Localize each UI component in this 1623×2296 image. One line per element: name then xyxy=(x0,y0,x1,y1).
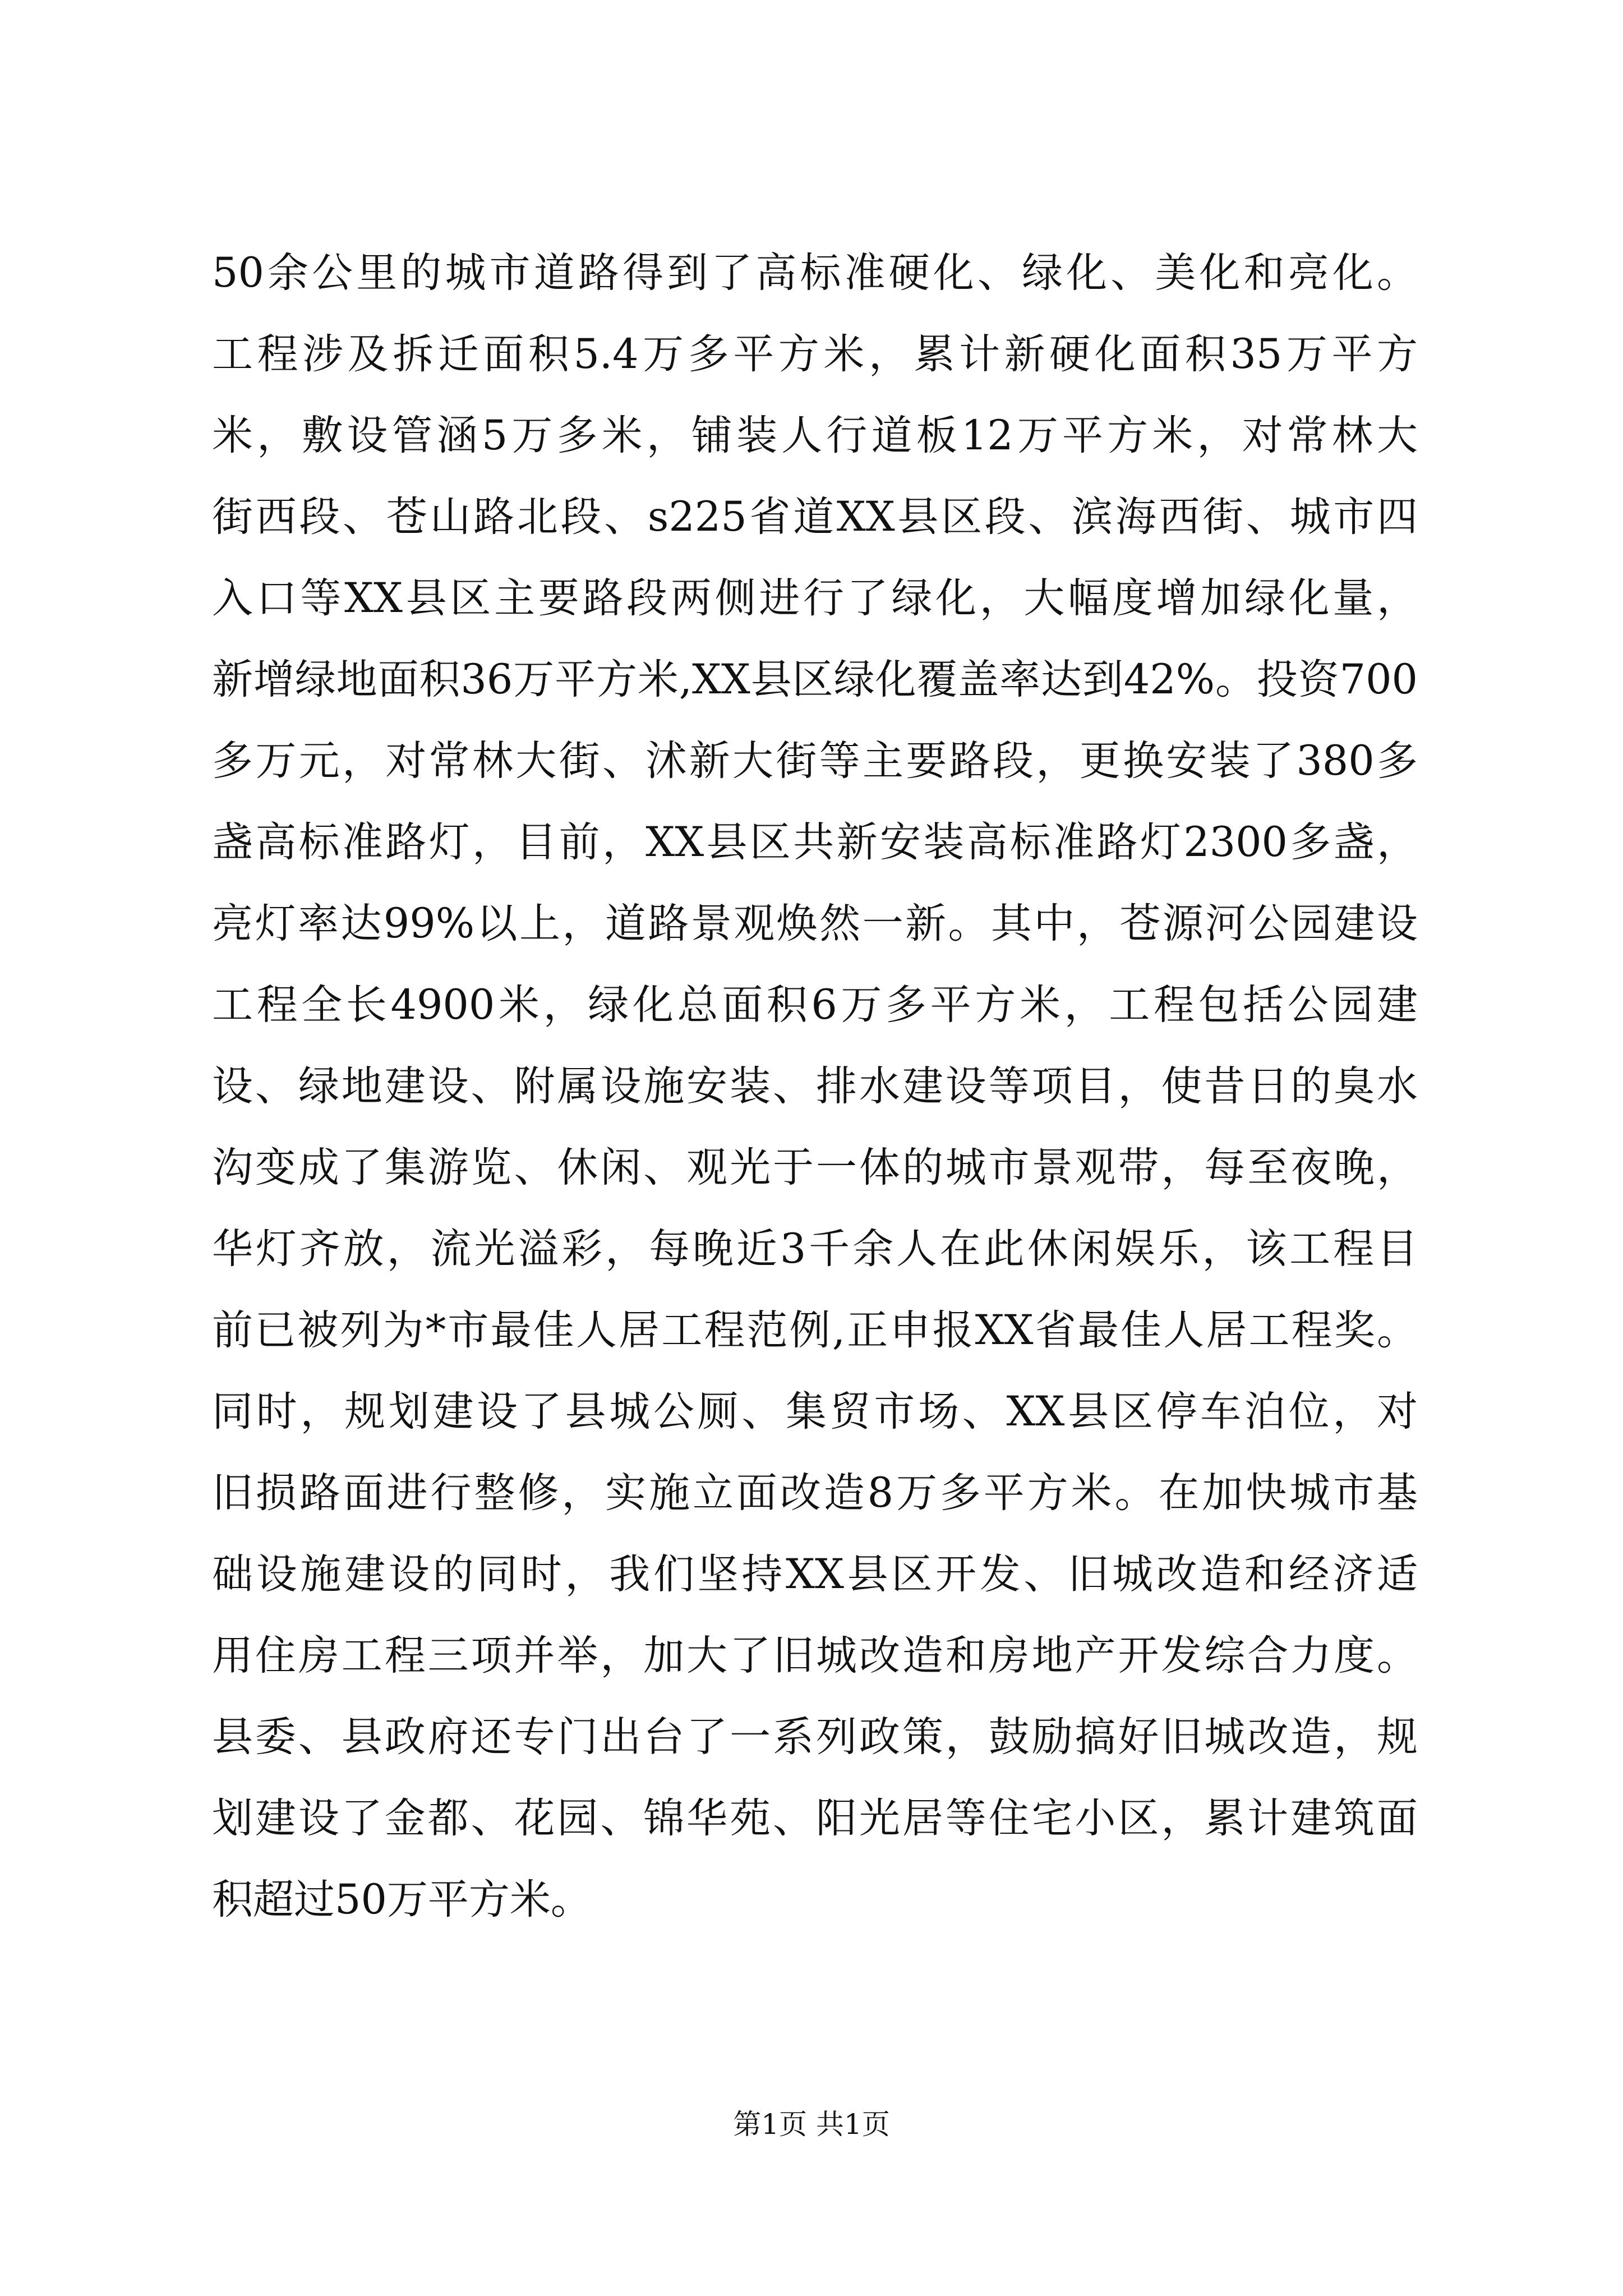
text-line: 划建设了金都、花园、锦华苑、阳光居等住宅小区，累计建筑面 xyxy=(212,1795,1418,1842)
page-footer: 第1页 共1页 xyxy=(733,2108,890,2141)
text-line: 盏高标准路灯，目前，XX县区共新安装高标准路灯2300多盏， xyxy=(212,818,1418,866)
text-line: 同时，规划建设了县城公厕、集贸市场、XX县区停车泊位，对 xyxy=(212,1388,1418,1435)
text-line: 入口等XX县区主要路段两侧进行了绿化，大幅度增加绿化量， xyxy=(212,574,1418,622)
text-line: 积超过50万平方米。 xyxy=(212,1876,592,1924)
text-line: 多万元，对常林大街、沭新大街等主要路段，更换安装了380多 xyxy=(212,737,1418,785)
text-line: 亮灯率达99%以上，道路景观焕然一新。其中，苍源河公园建设 xyxy=(212,900,1418,947)
text-line: 旧损路面进行整修，实施立面改造8万多平方米。在加快城市基 xyxy=(212,1469,1418,1517)
text-line: 县委、县政府还专门出台了一系列政策，鼓励搞好旧城改造，规 xyxy=(212,1713,1418,1761)
text-line: 工程涉及拆迁面积5.4万多平方米，累计新硬化面积35万平方 xyxy=(212,330,1418,378)
text-line: 础设施建设的同时，我们坚持XX县区开发、旧城改造和经济适 xyxy=(212,1550,1418,1598)
text-line: 华灯齐放，流光溢彩，每晚近3千余人在此休闲娱乐，该工程目 xyxy=(212,1225,1418,1273)
text-line: 50余公里的城市道路得到了高标准硬化、绿化、美化和亮化。 xyxy=(212,249,1418,297)
text-line: 沟变成了集游览、休闲、观光于一体的城市景观带，每至夜晚， xyxy=(212,1144,1418,1191)
text-line: 新增绿地面积36万平方米,XX县区绿化覆盖率达到42%。投资700 xyxy=(212,656,1418,703)
text-line: 街西段、苍山路北段、s225省道XX县区段、滨海西街、城市四 xyxy=(212,493,1418,541)
text-line: 前已被列为*市最佳人居工程范例,正申报XX省最佳人居工程奖。 xyxy=(212,1306,1418,1354)
text-line: 米，敷设管涵5万多米，铺装人行道板12万平方米，对常林大 xyxy=(212,412,1418,459)
body-paragraph xyxy=(212,232,1418,1940)
text-line: 设、绿地建设、附属设施安装、排水建设等项目，使昔日的臭水 xyxy=(212,1062,1418,1110)
text-line: 工程全长4900米，绿化总面积6万多平方米，工程包括公园建 xyxy=(212,981,1418,1029)
text-line: 用住房工程三项并举，加大了旧城改造和房地产开发综合力度。 xyxy=(212,1632,1418,1680)
